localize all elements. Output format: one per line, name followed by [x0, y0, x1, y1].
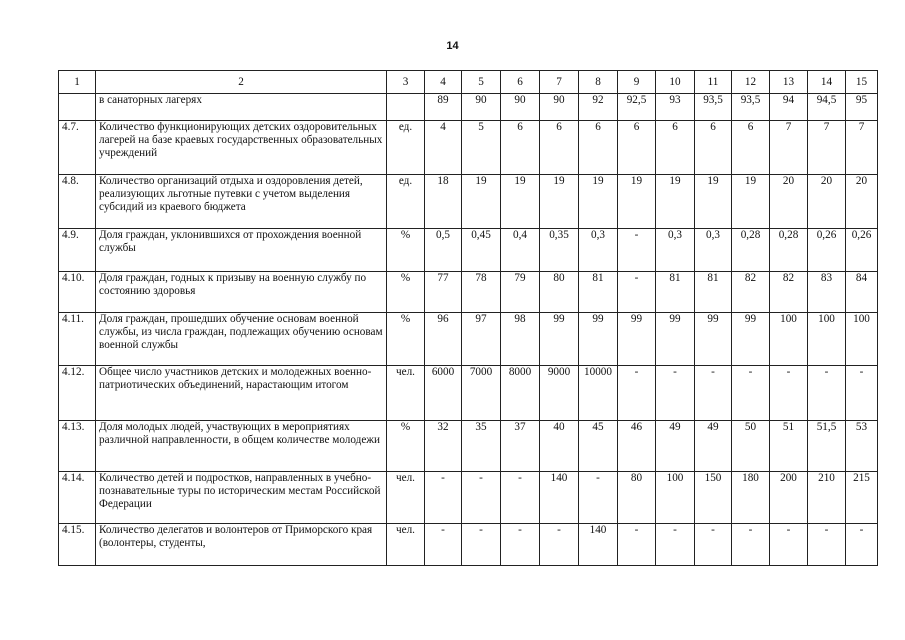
row-number: 4.8. [59, 175, 96, 229]
value-cell: 6 [540, 121, 579, 175]
value-cell: 18 [425, 175, 462, 229]
value-cell: 92,5 [618, 94, 656, 121]
value-cell: 81 [656, 272, 695, 313]
unit-cell: % [387, 313, 425, 366]
value-cell: 0,26 [808, 229, 846, 272]
value-cell: - [846, 524, 878, 566]
table-row [59, 272, 878, 313]
column-header: 14 [808, 71, 846, 94]
row-number [59, 94, 96, 121]
value-cell: - [462, 472, 501, 524]
value-cell: 90 [540, 94, 579, 121]
table-row [59, 121, 878, 175]
value-cell: - [425, 524, 462, 566]
indicator-name: Количество делегатов и волонтеров от Приморского края (волонтеры, студенты, [96, 524, 387, 566]
value-cell: 10000 [579, 366, 618, 421]
value-cell: - [618, 272, 656, 313]
value-cell: 77 [425, 272, 462, 313]
value-cell: 84 [846, 272, 878, 313]
value-cell: 4 [425, 121, 462, 175]
value-cell: - [579, 472, 618, 524]
column-header: 11 [695, 71, 732, 94]
unit-cell: чел. [387, 366, 425, 421]
value-cell: 100 [770, 313, 808, 366]
unit-cell: % [387, 229, 425, 272]
value-cell: 0,3 [579, 229, 618, 272]
value-cell: 90 [501, 94, 540, 121]
value-cell: 95 [846, 94, 878, 121]
value-cell: 94,5 [808, 94, 846, 121]
row-number: 4.12. [59, 366, 96, 421]
unit-cell: ед. [387, 121, 425, 175]
indicator-name: в санаторных лагерях [96, 94, 387, 121]
value-cell: - [808, 524, 846, 566]
row-number: 4.14. [59, 472, 96, 524]
value-cell: 6 [695, 121, 732, 175]
value-cell: 8000 [501, 366, 540, 421]
row-number: 4.10. [59, 272, 96, 313]
value-cell: 45 [579, 421, 618, 472]
row-number: 4.11. [59, 313, 96, 366]
table-row [59, 175, 878, 229]
value-cell: 9000 [540, 366, 579, 421]
unit-cell: чел. [387, 472, 425, 524]
value-cell: 83 [808, 272, 846, 313]
value-cell: 0,26 [846, 229, 878, 272]
value-cell: - [618, 524, 656, 566]
value-cell: 19 [540, 175, 579, 229]
column-header: 4 [425, 71, 462, 94]
value-cell: 97 [462, 313, 501, 366]
value-cell: 19 [732, 175, 770, 229]
value-cell: 200 [770, 472, 808, 524]
row-number: 4.7. [59, 121, 96, 175]
value-cell: 99 [732, 313, 770, 366]
value-cell: 19 [618, 175, 656, 229]
value-cell: 50 [732, 421, 770, 472]
value-cell: 92 [579, 94, 618, 121]
column-header: 15 [846, 71, 878, 94]
table-row [59, 94, 878, 121]
value-cell: 82 [770, 272, 808, 313]
value-cell: 0,5 [425, 229, 462, 272]
value-cell: 49 [656, 421, 695, 472]
table-row [59, 421, 878, 472]
value-cell: 0,28 [770, 229, 808, 272]
value-cell: - [695, 366, 732, 421]
value-cell: 81 [695, 272, 732, 313]
value-cell: 0,4 [501, 229, 540, 272]
value-cell: 90 [462, 94, 501, 121]
indicator-name: Количество детей и подростков, направленных в учебно-познавательные туры по историческим местам Российской Федерации [96, 472, 387, 524]
column-header: 10 [656, 71, 695, 94]
value-cell: 99 [656, 313, 695, 366]
value-cell: 19 [656, 175, 695, 229]
value-cell: 94 [770, 94, 808, 121]
table-row [59, 229, 878, 272]
value-cell: 6000 [425, 366, 462, 421]
value-cell: 20 [846, 175, 878, 229]
value-cell: - [618, 366, 656, 421]
value-cell: - [770, 366, 808, 421]
column-header: 5 [462, 71, 501, 94]
unit-cell [387, 94, 425, 121]
column-header: 1 [59, 71, 96, 94]
column-header: 6 [501, 71, 540, 94]
indicator-name: Доля граждан, прошедших обучение основам военной службы, из числа граждан, подлежащих обучению основам военной службы [96, 313, 387, 366]
value-cell: 0,3 [656, 229, 695, 272]
row-number: 4.13. [59, 421, 96, 472]
indicator-name: Количество организаций отдыха и оздоровления детей, реализующих льготные путевки с учетом выделения субсидий из краевого бюджета [96, 175, 387, 229]
column-header: 9 [618, 71, 656, 94]
table-row [59, 472, 878, 524]
value-cell: 37 [501, 421, 540, 472]
header-row [59, 71, 878, 94]
value-cell: 100 [808, 313, 846, 366]
value-cell: 93,5 [695, 94, 732, 121]
value-cell: 98 [501, 313, 540, 366]
value-cell: - [540, 524, 579, 566]
value-cell: 100 [656, 472, 695, 524]
value-cell: 79 [501, 272, 540, 313]
value-cell: 19 [579, 175, 618, 229]
value-cell: 82 [732, 272, 770, 313]
table-row [59, 313, 878, 366]
value-cell: 7 [770, 121, 808, 175]
row-number: 4.15. [59, 524, 96, 566]
value-cell: 46 [618, 421, 656, 472]
value-cell: - [501, 524, 540, 566]
indicator-name: Доля граждан, годных к призыву на военную службу по состоянию здоровья [96, 272, 387, 313]
value-cell: 6 [656, 121, 695, 175]
value-cell: 80 [618, 472, 656, 524]
value-cell: 96 [425, 313, 462, 366]
indicators-table [58, 70, 878, 566]
column-header: 3 [387, 71, 425, 94]
value-cell: 20 [808, 175, 846, 229]
value-cell: 140 [540, 472, 579, 524]
table-body [59, 94, 878, 566]
value-cell: 6 [501, 121, 540, 175]
value-cell: 6 [618, 121, 656, 175]
value-cell: 7000 [462, 366, 501, 421]
value-cell: 81 [579, 272, 618, 313]
value-cell: 49 [695, 421, 732, 472]
row-number: 4.9. [59, 229, 96, 272]
value-cell: 99 [579, 313, 618, 366]
indicator-name: Доля молодых людей, участвующих в мероприятиях различной направленности, в общем количестве молодежи [96, 421, 387, 472]
value-cell: - [462, 524, 501, 566]
value-cell: 99 [540, 313, 579, 366]
unit-cell: чел. [387, 524, 425, 566]
value-cell: 32 [425, 421, 462, 472]
column-header: 2 [96, 71, 387, 94]
value-cell: - [425, 472, 462, 524]
value-cell: - [732, 366, 770, 421]
value-cell: 93 [656, 94, 695, 121]
value-cell: 51,5 [808, 421, 846, 472]
value-cell: 215 [846, 472, 878, 524]
value-cell: 19 [695, 175, 732, 229]
column-header: 13 [770, 71, 808, 94]
indicator-name: Доля граждан, уклонившихся от прохождения военной службы [96, 229, 387, 272]
value-cell: 0,3 [695, 229, 732, 272]
value-cell: 5 [462, 121, 501, 175]
column-header: 8 [579, 71, 618, 94]
value-cell: 180 [732, 472, 770, 524]
unit-cell: ед. [387, 175, 425, 229]
value-cell: - [656, 366, 695, 421]
value-cell: - [732, 524, 770, 566]
unit-cell: % [387, 421, 425, 472]
value-cell: 40 [540, 421, 579, 472]
value-cell: 35 [462, 421, 501, 472]
value-cell: 99 [695, 313, 732, 366]
table-row [59, 524, 878, 566]
value-cell: 89 [425, 94, 462, 121]
value-cell: 93,5 [732, 94, 770, 121]
indicator-name: Количество функционирующих детских оздоровительных лагерей на базе краевых государственных образовательных учреждений [96, 121, 387, 175]
value-cell: - [808, 366, 846, 421]
column-header: 7 [540, 71, 579, 94]
value-cell: 20 [770, 175, 808, 229]
value-cell: 7 [808, 121, 846, 175]
value-cell: 6 [579, 121, 618, 175]
table-row [59, 366, 878, 421]
page-number: 14 [446, 40, 459, 52]
value-cell: 19 [501, 175, 540, 229]
unit-cell: % [387, 272, 425, 313]
value-cell: - [695, 524, 732, 566]
value-cell: 78 [462, 272, 501, 313]
value-cell: 100 [846, 313, 878, 366]
value-cell: 99 [618, 313, 656, 366]
indicator-name: Общее число участников детских и молодежных военно-патриотических объединений, нарастающим итогом [96, 366, 387, 421]
value-cell: 53 [846, 421, 878, 472]
value-cell: 7 [846, 121, 878, 175]
value-cell: 150 [695, 472, 732, 524]
value-cell: - [846, 366, 878, 421]
value-cell: - [770, 524, 808, 566]
value-cell: - [618, 229, 656, 272]
value-cell: - [656, 524, 695, 566]
value-cell: 51 [770, 421, 808, 472]
value-cell: 140 [579, 524, 618, 566]
value-cell: 80 [540, 272, 579, 313]
value-cell: 6 [732, 121, 770, 175]
value-cell: 0,28 [732, 229, 770, 272]
value-cell: 210 [808, 472, 846, 524]
value-cell: 19 [462, 175, 501, 229]
value-cell: - [501, 472, 540, 524]
value-cell: 0,45 [462, 229, 501, 272]
column-header: 12 [732, 71, 770, 94]
value-cell: 0,35 [540, 229, 579, 272]
